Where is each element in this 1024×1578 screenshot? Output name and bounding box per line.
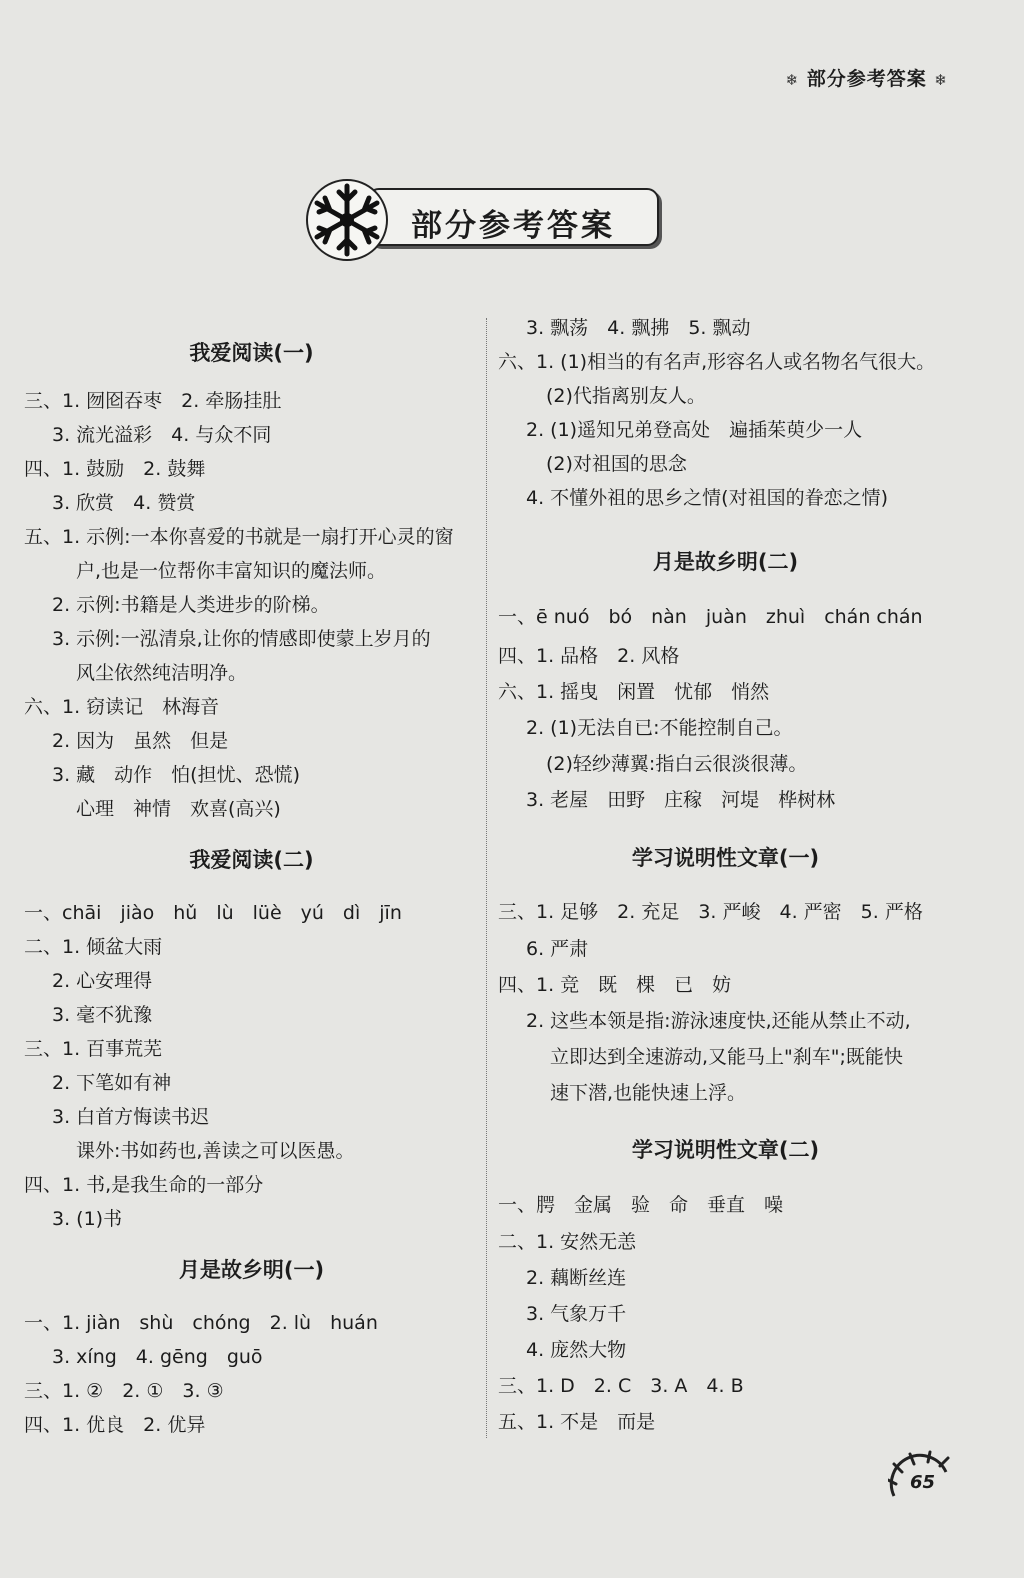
answer-line: 3. 毫不犹豫: [52, 1004, 153, 1026]
answer-line: 2. 因为 虽然 但是: [52, 730, 229, 752]
answer-line: 一、chāi jiào hǔ lù lüè yú dì jīn: [24, 902, 402, 924]
answer-line: 五、1. 示例:一本你喜爱的书就是一扇打开心灵的窗: [24, 526, 454, 548]
answer-line: 三、1. 百事荒芜: [24, 1038, 163, 1060]
answer-line: 2. (1)遥知兄弟登高处 遍插茱萸少一人: [526, 419, 863, 441]
answer-line: 3. 飘荡 4. 飘拂 5. 飘动: [526, 317, 751, 339]
answer-line: 四、1. 竞 既 棵 已 妨: [498, 974, 732, 996]
answer-line: 一、ē nuó bó nàn juàn zhuì chán chán: [498, 606, 923, 628]
answer-line: 4. 不懂外祖的思乡之情(对祖国的眷恋之情): [526, 487, 888, 509]
answer-line: 六、1. (1)相当的有名声,形容名人或名物名气很大。: [498, 351, 936, 373]
page-number: [888, 1448, 958, 1508]
answer-line: 3. 流光溢彩 4. 与众不同: [52, 424, 272, 446]
answer-line: 二、1. 倾盆大雨: [24, 936, 163, 958]
answer-line: 2. 这些本领是指:游泳速度快,还能从禁止不动,: [526, 1010, 911, 1032]
column-divider: [486, 318, 487, 1438]
answer-line: 2. 心安理得: [52, 970, 153, 992]
answer-line: 4. 庞然大物: [526, 1339, 627, 1361]
running-header: [786, 64, 948, 91]
answer-line: 2. 下笔如有神: [52, 1072, 172, 1094]
answer-line: 3. 气象万千: [526, 1303, 627, 1325]
answer-line: 三、1. D 2. C 3. A 4. B: [498, 1375, 744, 1397]
section-title: 学习说明性文章(二): [631, 1138, 820, 1162]
answer-line: 一、腭 金属 验 命 垂直 噪: [498, 1194, 784, 1216]
answer-line: (2)代指离别友人。: [546, 385, 706, 407]
section-title: 学习说明性文章(一): [631, 846, 820, 870]
answer-line: 三、1. 囫囵吞枣 2. 牵肠挂肚: [24, 390, 282, 412]
answer-line: 2. (1)无法自已:不能控制自己。: [526, 717, 793, 739]
answer-line: 三、1. 足够 2. 充足 3. 严峻 4. 严密 5. 严格: [498, 901, 923, 923]
section-title: 月是故乡明(二): [652, 550, 799, 574]
answer-line: 3. 示例:一泓清泉,让你的情感即使蒙上岁月的: [52, 628, 431, 650]
section-title: 月是故乡明(一): [178, 1258, 325, 1282]
page-title: 部分参考答案: [411, 208, 615, 244]
answer-line: 六、1. 窃读记 林海音: [24, 696, 220, 718]
answer-line: 四、1. 品格 2. 风格: [498, 645, 680, 667]
answer-line: 3. 白首方悔读书迟: [52, 1106, 210, 1128]
answer-line: 四、1. 书,是我生命的一部分: [24, 1174, 264, 1196]
answer-line: 五、1. 不是 而是: [498, 1411, 656, 1433]
answer-line: 6. 严肃: [526, 938, 589, 960]
answer-line: (2)对祖国的思念: [546, 453, 687, 475]
answer-line: 户,也是一位帮你丰富知识的魔法师。: [76, 560, 387, 582]
snowflake-icon: ❄: [934, 71, 948, 89]
answer-line: 三、1. ② 2. ① 3. ③: [24, 1380, 224, 1402]
snowflake-icon: [305, 178, 389, 262]
answer-line: 3. (1)书: [52, 1208, 123, 1230]
answer-line: 六、1. 摇曳 闲置 忧郁 悄然: [498, 681, 770, 703]
answer-line: 2. 藕断丝连: [526, 1267, 627, 1289]
answer-line: 速下潜,也能快速上浮。: [550, 1082, 747, 1104]
answer-line: 二、1. 安然无恙: [498, 1231, 637, 1253]
section-title: 我爱阅读(一): [189, 341, 314, 365]
answer-line: 立即达到全速游动,又能马上"刹车";既能快: [550, 1046, 903, 1068]
answer-line: 3. xíng 4. gēng guō: [52, 1346, 263, 1368]
answer-line: 四、1. 优良 2. 优异: [24, 1414, 206, 1436]
banner-box: [367, 188, 659, 246]
snowflake-icon: ❄: [785, 71, 800, 89]
answer-line: 风尘依然纯洁明净。: [76, 662, 248, 684]
answer-line: 四、1. 鼓励 2. 鼓舞: [24, 458, 206, 480]
answer-line: 课外:书如药也,善读之可以医愚。: [76, 1140, 355, 1162]
answer-line: 3. 欣赏 4. 赞赏: [52, 492, 196, 514]
answer-line: 3. 老屋 田野 庄稼 河堤 桦树林: [526, 789, 836, 811]
answer-line: 2. 示例:书籍是人类进步的阶梯。: [52, 594, 330, 616]
section-title: 我爱阅读(二): [189, 848, 314, 872]
title-banner: [305, 186, 665, 246]
answer-line: 心理 神情 欢喜(高兴): [76, 798, 281, 820]
answer-line: 一、1. jiàn shù chóng 2. lù huán: [24, 1312, 378, 1334]
answer-line: (2)轻纱薄翼:指白云很淡很薄。: [546, 753, 808, 775]
page-number-text: 65: [910, 1472, 936, 1493]
running-header-text: 部分参考答案: [806, 68, 927, 90]
answer-line: 3. 藏 动作 怕(担忧、恐慌): [52, 764, 300, 786]
